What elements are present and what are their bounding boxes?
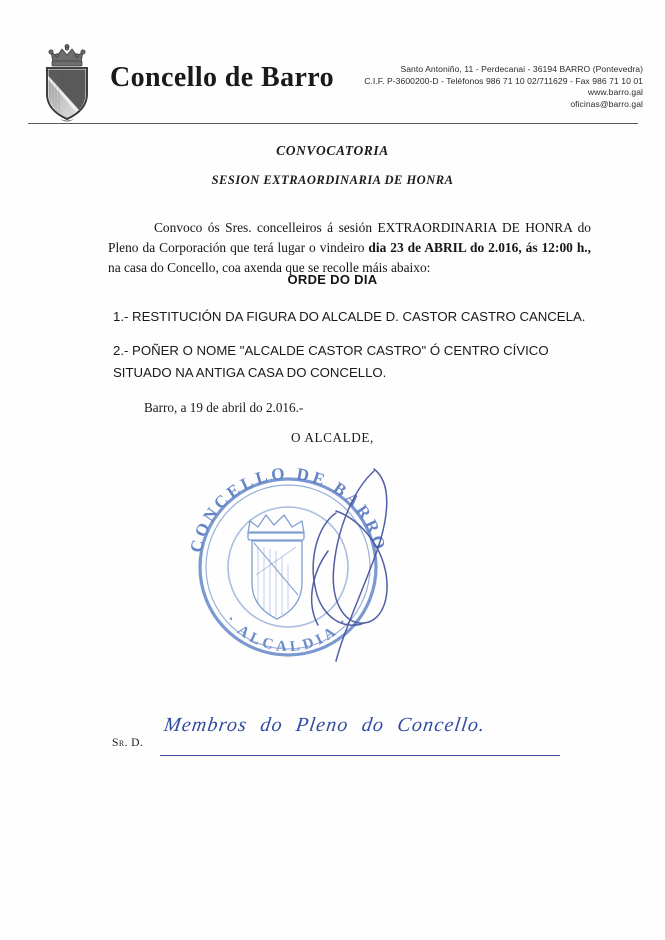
body-bold-datetime: dia 23 de ABRIL do 2.016, ás 12:00 h., <box>368 239 591 255</box>
official-seal-and-signature <box>178 455 408 670</box>
contact-address: Santo Antoniño, 11 - Perdecanai - 36194 BARRO (Pontevedra) <box>400 64 643 74</box>
recipient-row <box>112 714 582 762</box>
contact-website: www.barro.gal <box>587 87 643 98</box>
document-subtitle: SESION EXTRAORDINARIA DE HONRA <box>211 173 454 187</box>
recipient-handwritten-value: Membros do Pleno do Concello. <box>162 714 488 736</box>
date-line: Barro, a 19 de abril do 2.016.- <box>144 400 304 415</box>
contact-phone-line: C.I.F. P-3600200-D - Teléfonos 986 71 10 02/711629 - Fax 986 71 10 01 <box>364 75 643 86</box>
body-part-two: na casa do Concello, coa axenda que se recolle máis abaixo: <box>108 259 431 275</box>
agenda-item-1: 1.- RESTITUCIÓN DA FIGURA DO ALCALDE D. CASTOR CASTRO CANCELA. <box>113 309 586 324</box>
svg-text:CONCELLO DE BARRO: CONCELLO DE BARRO <box>186 463 390 555</box>
header-divider <box>28 123 638 124</box>
recipient-underline <box>160 755 560 756</box>
body-part-one: Convoco ós Sres. concelleiros á sesión EXTRAORDINARIA DE HONRA do Pleno da Corporación que terá lugar o vindeiro <box>108 220 591 255</box>
contact-info-block <box>313 64 643 110</box>
agenda-item-2-line-2: SITUADO NA ANTIGA CASA DO CONCELLO. <box>113 365 387 380</box>
agenda-item-2-line-1: 2.- POÑER O NOME "ALCALDE CASTOR CASTRO" Ó CENTRO CÍVICO <box>113 343 549 358</box>
organization-title: Concello de Barro <box>110 62 335 93</box>
document-header <box>28 40 643 120</box>
contact-email: oficinas@barro.gal <box>570 98 643 109</box>
signer-title: O ALCALDE, <box>291 430 374 445</box>
body-paragraph <box>108 218 591 277</box>
agenda-item-2 <box>113 340 591 384</box>
document-title: CONVOCATORIA <box>276 143 389 158</box>
recipient-label: Sr. D. <box>112 736 144 749</box>
agenda-heading: ORDE DO DIA <box>287 272 378 287</box>
svg-text:· ALCALDIA ·: · ALCALDIA · <box>222 612 354 656</box>
coat-of-arms-shield-with-crown-icon <box>38 42 96 122</box>
